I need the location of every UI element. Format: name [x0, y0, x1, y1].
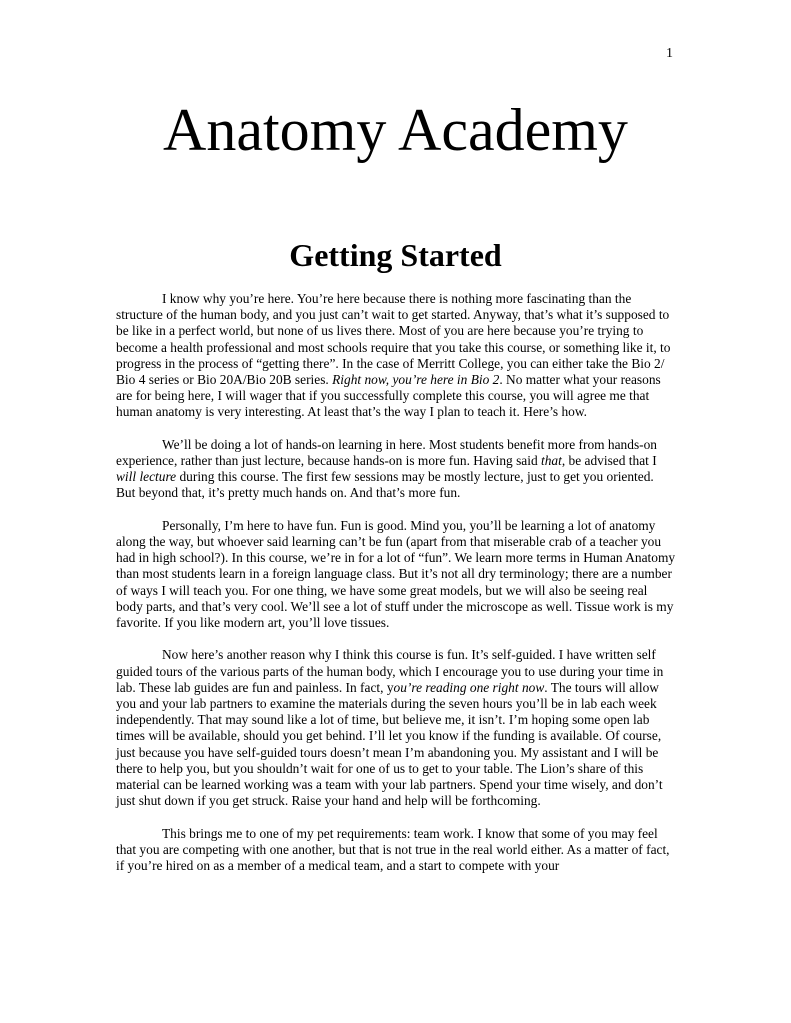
paragraph-text-italic: ou’re reading one right now — [393, 679, 545, 695]
paragraph-text: . The tours will allow you and your lab partners to examine the materials during the seven hours you’ll be in lab each week independently. That may sound like a lot of time, but believe me, it isn’t. I’m hoping some open lab times will be available, should you get behind. I’ll let you know if the funding is available. Of course, just because you have self-guided tours doesn’t mean I’m abandoning you. My assistant and I will be there to help you, but you shouldn’t wait for one of us to get to your table. The Lion’s share of this material can be learned working was a team with your lab partners. Spend your time wisely, and don’t just shut down if you get struck. Raise your hand and help will be forthcoming. — [116, 679, 663, 809]
paragraph-text: I know why you’re here. You’re here because there is nothing more fascinating than the structure of the human body, and you just can’t wait to get started. Anyway, that’s what it’s supposed to be like in a perfect world, but none of us lives there. Most of you are here because you’re trying to become a health professional and most schools require that you take this course, or something like it, to progress in the process of “getting there”. In the case of Merritt College, you can either take the Bio 2/ Bio 4 series or Bio 20A/Bio 20B series. — [116, 291, 671, 388]
paragraph — [116, 518, 676, 631]
paragraph-text: . No matter what your reasons are for being here, I will wager that if you successfully complete this course, you will agree me that human anatomy is very interesting. At least that’s the way I plan to teach it. Here’s how. — [116, 372, 661, 420]
section-heading: Getting Started — [289, 237, 502, 273]
paragraph — [116, 291, 676, 421]
paragraph-text: Now here’s another reason why I think this course is fun. It’s self-guided. I have written self guided tours of the various parts of the human body, which I encourage you to use during your time in lab. These lab guides are fun and painless. In fact, y — [116, 647, 664, 695]
paragraph-text-italic: that — [541, 453, 562, 469]
paragraph-text: during this course. The first few sessions may be mostly lecture, just to get you oriented. But beyond that, it’s pretty much hands on. And that’s more fun. — [116, 469, 654, 501]
paragraph-text: We’ll be doing a lot of hands-on learning in here. Most students benefit more from hands-on experience, rather than just lecture, because hands-on is more fun. Having said — [116, 436, 658, 469]
paragraph-text: Personally, I’m here to have fun. Fun is good. Mind you, you’ll be learning a lot of anatomy along the way, but whoever said learning can’t be fun (apart from that miserable crab of a teacher you had in high school?). In this course, we’re in for a lot of “fun”. We learn more terms in Human Anatomy than most students learn in a foreign language class. But it’s not all dry terminology; there are a number of ways I will teach you. For one thing, we have some great models, but we will also be seeing real body parts, and that’s very cool. We’ll see a lot of stuff under the microscope as well. Tissue work is my favorite. If you like modern art, you’ll love tissues. — [116, 517, 676, 631]
document-title: Anatomy Academy — [163, 97, 628, 163]
paragraph — [116, 826, 676, 875]
paragraph-text-italic: Right now, you’re here in Bio 2 — [332, 372, 500, 388]
paragraph-text: , be advised that I — [561, 453, 657, 469]
paragraph — [116, 647, 676, 809]
paragraph-text-italic: will lecture — [116, 469, 177, 485]
paragraph — [116, 437, 676, 502]
paragraph-text: This brings me to one of my pet requirements: team work. I know that some of you may feel that you are competing with one another, but that is not true in the real world either. As a matter of fact, if you’re hired on as a member of a medical team, and a start to compete with your — [116, 825, 670, 874]
page-number: 1 — [666, 46, 673, 61]
body-text — [116, 291, 676, 890]
